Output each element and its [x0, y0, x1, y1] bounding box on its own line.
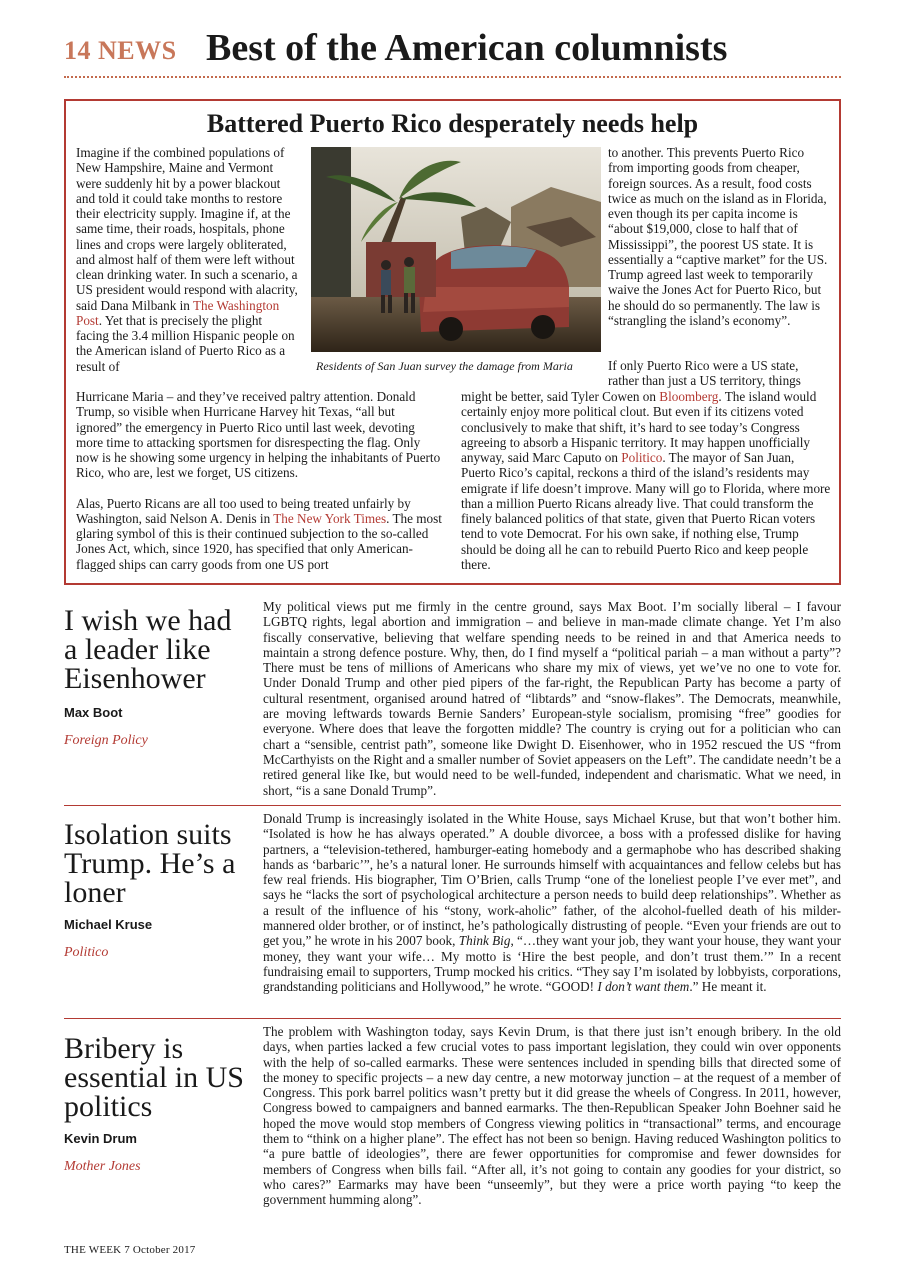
book-title: Think Big	[458, 933, 511, 949]
lead-story-column-1: Imagine if the combined populations of New Hampshire, Maine and Vermont were suddenly hit by a power blackout and told it could take months to restore their electricity supply. Imagine if, at the same time, their roads, hospitals, phone lines and crops were largely obliterated, and almost half of them were left without clean drinking water. In such a scenario, a US president would respond with alacrity, said Dana Milbank in The Washington Post. Yet that is precisely the plight facing the 3.4 million Hispanic people on the American island of Puerto Rico as a result of	[76, 145, 298, 374]
column-headline: Bribery is essential in US politics	[64, 1032, 244, 1123]
source-link[interactable]: The New York Times	[273, 510, 387, 526]
page-header	[64, 26, 844, 82]
paragraph: Alas, Puerto Ricans are all too used to being treated unfairly by Washington, said Nelson A. Denis in The New York Times. The most glaring symbol of this is their continued subjection to the so-called Jones Act, which, since 1920, has specified that only American-flagged ships can carry goods from one US port	[76, 495, 442, 572]
section-divider	[64, 1018, 841, 1019]
page-footer: THE WEEK 7 October 2017	[64, 1244, 196, 1256]
section-divider	[64, 805, 841, 806]
page-title: Best of the American columnists	[206, 27, 728, 69]
lead-story-column-3-tail: If only Puerto Rico were a US state, rather than just a US territory, things	[608, 358, 801, 389]
column-body: The problem with Washington today, says Kevin Drum, is that there just isn’t enough bribery. In the old days, when parties lacked a few crucial votes to pass important legislation, they could win over opponents with the help of so-called earmarks. These were sentences included in spending bills that directed some of the money to specific projects – a new day centre, a new motorway junction – at the request of a member of Congress. This pork barrel politics wasn’t pretty but it did grease the wheels of Congress. In 2011, however, Congress bowed to campaigners and banned earmarks. The then-Republican Speaker John Boehner said he hoped the move would stop members of Congress viewing politics in “transactional” terms, and encourage them to “think on a higher plane”. The effect has not been so benign. Having reduced Washington politics to “a pure battle of ideologies”, there are fewer opportunities for compromise and fewer downsides for members of Congress when bills fail. “After all, it’s not going to contain any goodies for your district, so who cares?” Earmarks may have been “unseemly”, but they were a price worth paying “to keep the government humming along”.	[263, 1024, 841, 1208]
paragraph: Hurricane Maria – and they’ve received paltry attention. Donald Trump, so visible when Hurricane Harvey hit Texas, “all but ignored” the emergency in Puerto Rico until last week, devoting more time to attacking sportsmen for disrespecting the flag. Only now is he showing some urgency in helping the inhabitants of Puerto Rico, who are, lest we forget, US citizens.	[76, 389, 441, 481]
lead-story-headline: Battered Puerto Rico desperately needs help	[206, 109, 699, 138]
source-link[interactable]: Bloomberg	[659, 389, 719, 404]
photo-caption: Residents of San Juan survey the damage from Maria	[316, 359, 573, 373]
source-link[interactable]: Politico	[621, 450, 663, 465]
lead-story-column-lower-right: might be better, said Tyler Cowen on Bloomberg. The island would certainly enjoy more political clout. But even if its citizens voted conclusively to make that shift, it’s hard to see today’s Congress agreeing to absorb a Hispanic territory. It may happen unofficially anyway, said Marc Caputo on Politico. The mayor of San Juan, Puerto Rico’s capital, reckons a third of the island’s residents may emigrate if life doesn’t improve. Many will go to Florida, where more than a million Puerto Ricans already live. That could transform the finely balanced politics of that state, given that Puerto Rican voters tend to vote Democrat. For his own sake, if nothing else, Trump should be doing all he can to rebuild Puerto Rico and keep people there.	[461, 389, 831, 572]
column-body: Donald Trump is increasingly isolated in the White House, says Michael Kruse, but that won’t bother him. “Isolated is how he has always operated.” A double divorcee, a boss with a professed dislike for having partners, a “television-tethered, hamburger-eating homebody and a germaphobe who has described shaking hands as ‘barbaric’”, he’s a natural loner. He surrounds himself with acquaintances and fellow celebs but has few real friends. His biographer, Tim O’Brien, calls Trump “one of the loneliest people I’ve ever met”, and says he “lacks the sort of psychological architecture a person needs to build deep relationships”. Whether as a result of the influence of his “stony, work-aholic” father, of the alcohol-fuelled death of his milder-mannered older brother, or of instinct, he’s pathologically distrusting of people. “Even your friends are out to get you,” he wrote in his 2007 book, Think Big, “…they want your job, they want your house, they want your money, they want your wife… My motto is ‘Hire the best people, and don’t trust them.’” In a recent fundraising email to supporters, Trump mocked his critics. “They say I’m isolated by lobbyists, corporations, grandstanding politicians and Hollywood,” he wrote. “GOOD! I don’t want them.” He meant it.	[263, 811, 842, 995]
column-headline: Isolation suits Trump. He’s a loner	[64, 818, 236, 909]
lead-story-column-lower-left	[76, 389, 444, 572]
column-publication[interactable]: Mother Jones	[64, 1159, 141, 1174]
column-publication[interactable]: Politico	[64, 945, 109, 960]
column-author: Kevin Drum	[64, 1131, 137, 1146]
italic-quote: I don’t want them	[597, 979, 690, 995]
source-link[interactable]: The Washington Post	[76, 297, 280, 328]
lead-story-column-3: to another. This prevents Puerto Rico from importing goods from cheaper, foreign sources. As a result, food costs twice as much on the island as in Florida, even though its per capita income is “about $19,000, close to half that of Mississippi”, the poorest US state. It is essentially a “captive market” for the US. Trump agreed last week to temporarily waive the Jones Act for Puerto Rico, but he should do so permanently. The law is “strangling the island’s economy”.	[608, 145, 828, 328]
header-divider	[64, 76, 841, 78]
column-headline: I wish we had a leader like Eisenhower	[64, 604, 232, 695]
column-author: Michael Kruse	[64, 917, 153, 932]
hurricane-damage-photo	[311, 147, 601, 352]
lead-story-box	[64, 99, 841, 585]
column-body: My political views put me firmly in the centre ground, says Max Boot. I’m socially liberal – I favour LGBTQ rights, legal abortion and immigration – and believe in man-made climate change. Yet I’m also fiscally conservative, believing that welfare spending needs to be reined in and that America needs to maintain a strong defence posture. Why, then, do I find myself a “political pariah – a man without a party”? There must be tens of millions of Americans who share my mix of views, yet we’ve no one to vote for. Under Donald Trump and other pied pipers of the far-right, the Republican Party has become a party of cultural resentment, organised around hatred of “libtards” and “snow-flakes”. The Democrats, meanwhile, are moving leftwards towards Bernie Sanders’ European-style socialism, promising “free” goodies for everyone. Where does that leave the forgotten middle? The country is crying out for a politician who can chart a “sensible, centrist path”, someone like Dwight D. Eisenhower, who in 1952 rescued the US “from McCarthyists on the Right and a smaller number of Soviet appeasers on the Left”. The candidate needn’t be a retired general like Ike, but would need to be well-funded, independent and charismatic. What we need, in short, “is a sane Donald Trump”.	[263, 599, 841, 798]
column-author: Max Boot	[64, 705, 123, 720]
page-section-label: 14 NEWS	[64, 36, 177, 65]
column-publication[interactable]: Foreign Policy	[64, 733, 148, 748]
